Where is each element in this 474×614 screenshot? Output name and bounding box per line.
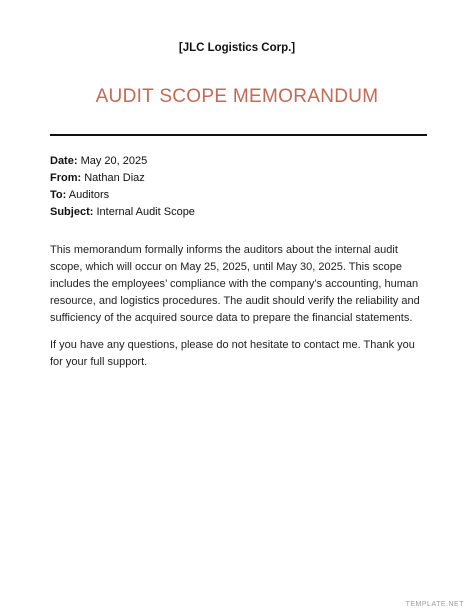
- memo-meta: [50, 153, 195, 221]
- subject-row: [50, 204, 195, 221]
- subject-value: Internal Audit Scope: [96, 206, 195, 218]
- to-row: [50, 187, 195, 204]
- divider-line: [50, 134, 427, 136]
- date-label: Date:: [50, 155, 78, 167]
- date-row: [50, 153, 195, 170]
- from-row: [50, 170, 195, 187]
- body-paragraph-1: This memorandum formally informs the auditors about the internal audit scope, which will occur on May 25, 2025, until May 30, 2025. This scope includes the employees’ compliance with the company’s accounting, human resource, and logistics procedures. The audit should verify the reliability and sufficiency of the acquired source data to prepare the financial statements.: [50, 244, 420, 324]
- to-value: Auditors: [68, 189, 110, 201]
- date-value: May 20, 2025: [80, 155, 148, 167]
- company-name: [JLC Logistics Corp.]: [178, 42, 296, 54]
- memo-title: AUDIT SCOPE MEMORANDUM: [95, 86, 379, 107]
- to-label: To:: [50, 189, 67, 201]
- body-paragraph-2: If you have any questions, please do not hesitate to contact me. Thank you for your full support.: [50, 339, 415, 368]
- subject-label: Subject:: [50, 206, 94, 218]
- from-label: From:: [50, 172, 82, 184]
- watermark: TEMPLATE.NET: [405, 601, 464, 608]
- from-value: Nathan Diaz: [84, 172, 145, 184]
